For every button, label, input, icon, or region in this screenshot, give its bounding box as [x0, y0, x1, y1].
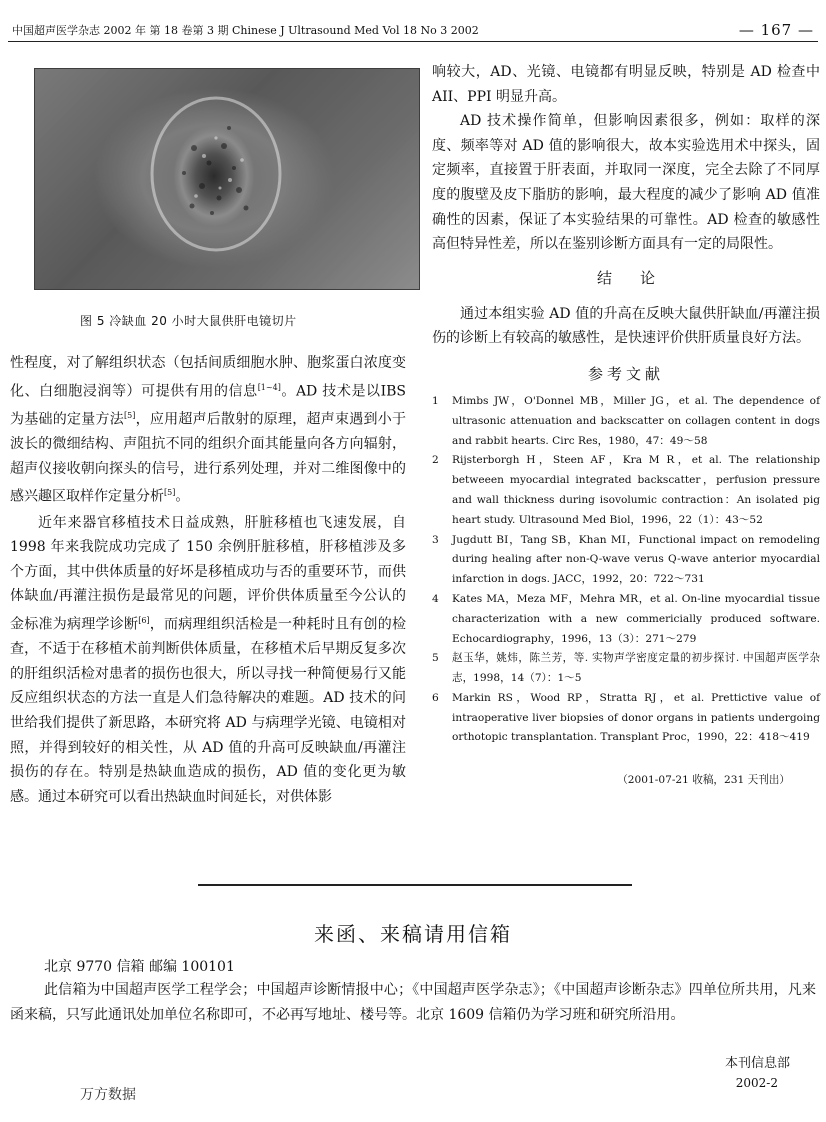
- ref-number: 6: [432, 691, 439, 704]
- ref-text: Rijsterborgh H，Steen AF，Kra M R，et al. The relationship betweeen myocardial integrated backscatter，perfusion pressure and wall thickness during isovolumic contraction：An isolated pig heart study. Ultrasound Med Biol，1996，22（1）：43～52: [452, 454, 820, 526]
- notice-signature: 本刊信息部: [724, 1056, 790, 1071]
- ref-text: Mimbs JW，O'Donnel MB，Miller JG，et al. The dependence of ultrasonic attenuation and backscatter on collagen content in dogs and rabbit hearts. Circ Res，1980，47：49～58: [452, 394, 820, 447]
- paragraph-transplant: [10, 511, 406, 810]
- section-divider: [198, 884, 632, 886]
- citation: [5]: [164, 488, 176, 498]
- paragraph-ad-technique: AD 技术操作简单，但影响因素很多，例如：取样的深度、频率等对 AD 值的影响很大，故本实验选用术中探头，固定频率，直接置于肝表面，并取同一深度，完全去除了不同厚度的腹壁及皮下脂肪的影响，最大程度的减少了影响 AD 值准确性的因素，保证了本实验结果的可靠性。AD 检查的敏感性高但特异性差，所以在鉴别诊断方面具有一定的局限性。: [432, 113, 820, 253]
- notice-address: 北京 9770 信箱 邮编 100101: [44, 959, 235, 975]
- ref-number: 4: [432, 592, 439, 605]
- para-text: 。: [175, 488, 190, 505]
- references-heading: 参考文献: [587, 364, 664, 383]
- ref-text: Markin RS，Wood RP，Stratta RJ，et al. Prettictive value of intraoperative liver biopsies of donor organs in patients undergoing orthotopic transplantation. Transplant Proc，1990，22：418～419: [452, 691, 820, 744]
- reference-item: [432, 451, 820, 530]
- running-header: [12, 22, 814, 38]
- notice-date: 2002-2: [735, 1076, 778, 1090]
- right-column: [432, 60, 820, 787]
- ref-text: Kates MA，Meza MF，Mehra MR，et al. On-line myocardial tissue characterization with a new commericially produced software. Echocardiography，1996，13（3）：271～279: [452, 592, 820, 645]
- micrograph-texture: [34, 68, 420, 290]
- figure-caption: 图 5 冷缺血 20 小时大鼠供肝电镜切片: [80, 314, 297, 328]
- ref-number: 5: [432, 652, 439, 665]
- received-date: （2001-07-21 收稿，231 天刊出）: [617, 774, 790, 787]
- watermark: 万方数据: [80, 1087, 136, 1103]
- ref-text: Jugdutt BI，Tang SB，Khan MI，Functional impact on remodeling during healing after non-Q-wave verus Q-wave anterior myocardial infarction in dogs. JACC，1992，20：722～731: [452, 533, 820, 586]
- left-column: [10, 64, 406, 809]
- notice-body: 此信箱为中国超声医学工程学会；中国超声诊断情报中心；《中国超声医学杂志》；《中国超声诊断杂志》四单位所共用，凡来函来稿，只写此通讯处加单位名称即可，不必再写地址、楼号等。北京 1609 信箱仍为学习班和研究所沿用。: [10, 982, 816, 1023]
- citation: [6]: [138, 615, 150, 625]
- reference-item: [432, 392, 820, 451]
- journal-line: 中国超声医学杂志 2002 年 第 18 卷第 3 期 Chinese J Ultrasound Med Vol 18 No 3 2002: [12, 24, 479, 37]
- reference-item: [432, 649, 820, 689]
- paragraph-conclusion: 通过本组实验 AD 值的升高在反映大鼠供肝缺血/再灌注损伤的诊断上有较高的敏感性，是快速评价供肝质量良好方法。: [432, 305, 820, 347]
- conclusion-heading: 结论: [596, 268, 683, 287]
- ref-number: 1: [432, 394, 439, 407]
- ref-number: 2: [432, 454, 439, 467]
- page-number: — 167 —: [738, 21, 814, 39]
- para-text: 。AD 技术是以IBS 为基础的定量方法: [10, 383, 406, 428]
- notice-title: 来函、来稿请用信箱: [314, 922, 512, 946]
- para-text: 近年来器官移植技术日益成熟，肝脏移植也飞速发展，自 1998 年来我院成功完成了 150 余例肝脏移植，肝移植涉及多个方面，其中供体质量的好坏是移植成功与否的重要环节，而供体缺血/再灌注损伤是最常见的问题，评价供体质量至今公认的金标准为病理学诊断: [10, 514, 406, 633]
- citation: [1~4]: [257, 382, 281, 392]
- reference-list: [432, 392, 820, 748]
- header-rule: [8, 41, 818, 42]
- ref-text: 赵玉华，姚炜，陈兰芳，等. 实物声学密度定量的初步探讨. 中国超声医学杂志，1998，14（7）：1～5: [452, 652, 820, 685]
- ref-number: 3: [432, 533, 439, 546]
- paragraph-ad-intro: [10, 351, 406, 510]
- electron-micrograph-figure: [34, 68, 420, 290]
- reference-item: [432, 590, 820, 649]
- citation: [5]: [123, 410, 136, 420]
- para-text: 性程度，对了解组织状态（包括间质细胞水肿、胞浆蛋白浓度变化、白细胞浸润等）可提供有用的信息: [10, 355, 406, 400]
- reference-item: [432, 689, 820, 748]
- para-text: ，应用超声后散射的原理，超声束遇到小于波长的微细结构、声阻抗不同的组织介面其能量向各方向辐射，超声仪接收朝向探头的信号，进行系列处理，并对二维图像中的感兴趣区取样作定量分析: [10, 411, 407, 505]
- para-text: ，而病理组织活检是一种耗时且有创的检查，不适于在移植术前判断供体质量，在移植术后早期反复多次的肝组织活检对患者的损伤也很大，所以寻找一种简便易行又能反应组织状态的方法一直是人们急待解决的难题。AD 技术的问世给我们提供了新思路，本研究将 AD 与病理学光镜、电镜相对照，并得到较好的相关性，从 AD 值的升高可反映缺血/再灌注损伤的存在。特别是热缺血造成的损伤，AD 值的变化更为敏感。通过本研究可以看出热缺血时间延长，对供体影: [10, 616, 406, 805]
- reference-item: [432, 531, 820, 590]
- paragraph-continuation: 响较大，AD、光镜、电镜都有明显反映，特别是 AD 检查中 AII、PPI 明显升高。: [432, 64, 820, 105]
